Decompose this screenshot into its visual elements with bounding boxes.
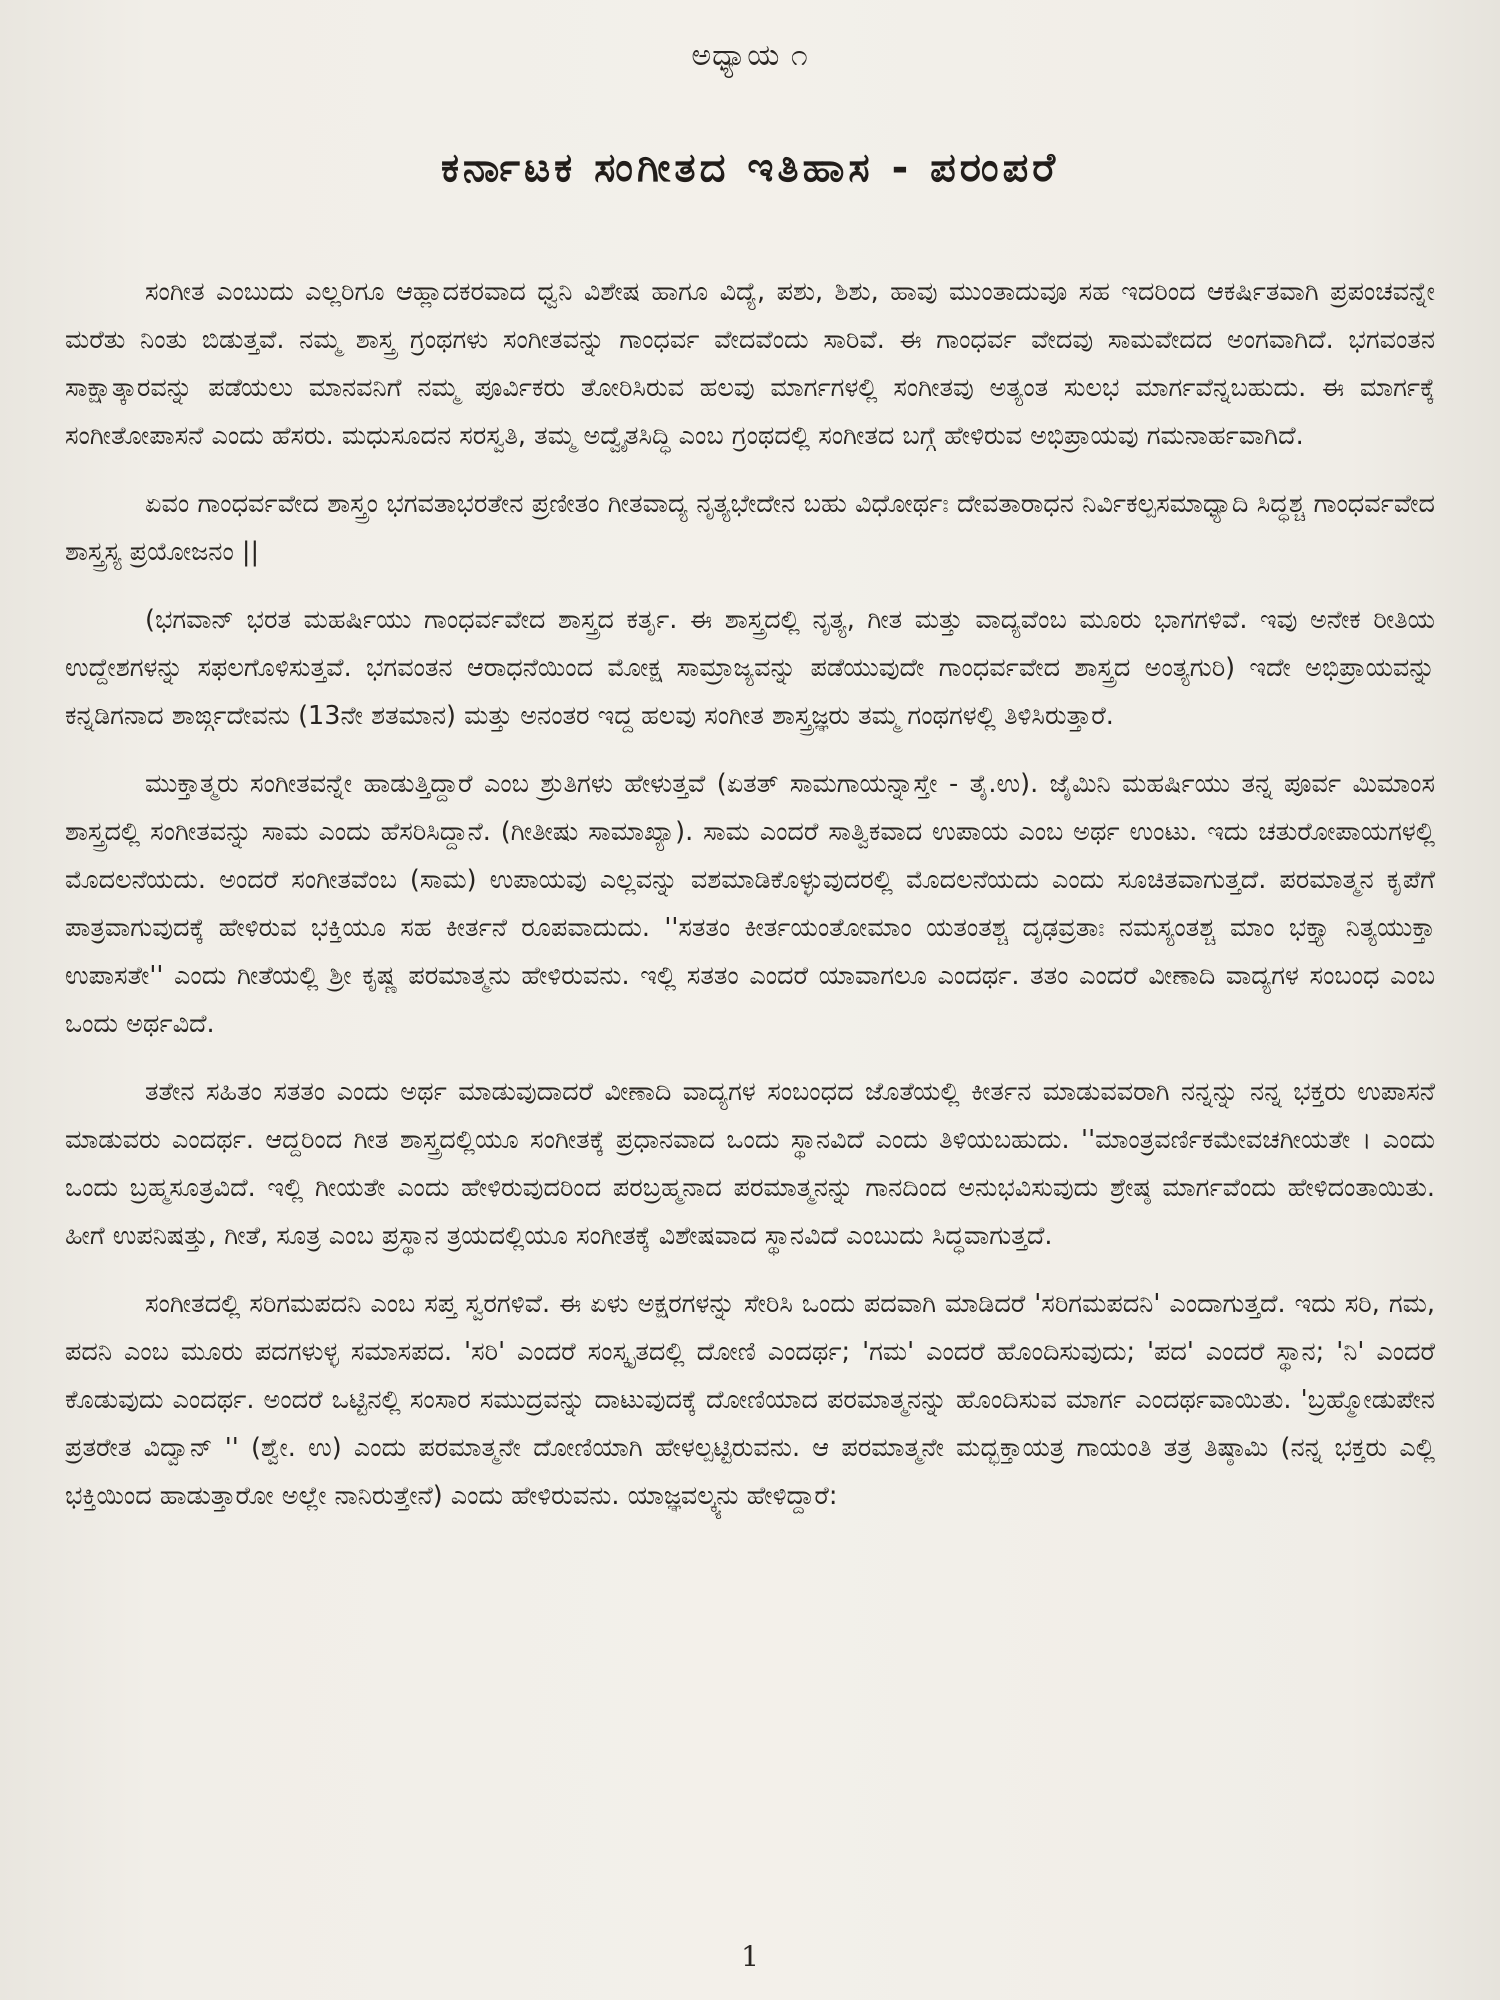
paragraph-4: ಮುಕ್ತಾತ್ಮರು ಸಂಗೀತವನ್ನೇ ಹಾಡುತ್ತಿದ್ದಾರೆ ಎಂಬ ಶ್ರುತಿಗಳು ಹೇಳುತ್ತವೆ (ಏತತ್ ಸಾಮಗಾಯನ್ನಾಸ್ತೇ - ತೈ.ಉ). ಜೈಮಿನಿ ಮಹರ್ಷಿಯು ತನ್ನ ಪೂರ್ವ ಮಿಮಾಂಸ ಶಾಸ್ತ್ರದಲ್ಲಿ ಸಂಗೀತವನ್ನು ಸಾಮ ಎಂದು ಹೆಸರಿಸಿದ್ದಾನೆ. (ಗೀತೀಷು ಸಾಮಾಖ್ಯಾ). ಸಾಮ ಎಂದರೆ ಸಾತ್ವಿಕವಾದ ಉಪಾಯ ಎಂಬ ಅರ್ಥ ಉಂಟು. ಇದು ಚತುರೋಪಾಯಗಳಲ್ಲಿ ಮೊದಲನೆಯದು. ಅಂದರೆ ಸಂಗೀತವೆಂಬ (ಸಾಮ) ಉಪಾಯವು ಎಲ್ಲವನ್ನು ವಶಮಾಡಿಕೊಳ್ಳುವುದರಲ್ಲಿ ಮೊದಲನೆಯದು ಎಂದು ಸೂಚಿತವಾಗುತ್ತದೆ. ಪರಮಾತ್ಮನ ಕೃಪೆಗೆ ಪಾತ್ರವಾಗುವುದಕ್ಕೆ ಹೇಳಿರುವ ಭಕ್ತಿಯೂ ಸಹ ಕೀರ್ತನೆ ರೂಪವಾದುದು. ''ಸತತಂ ಕೀರ್ತಯಂತೋಮಾಂ ಯತಂತಶ್ಚ ದೃಢವ್ರತಾಃ ನಮಸ್ಯಂತಶ್ಚ ಮಾಂ ಭಕ್ತ್ಯಾ ನಿತ್ಯಯುಕ್ತಾ ಉಪಾಸತೇ'' ಎಂದು ಗೀತೆಯಲ್ಲಿ ಶ್ರೀ ಕೃಷ್ಣ ಪರಮಾತ್ಮನು ಹೇಳಿರುವನು. ಇಲ್ಲಿ ಸತತಂ ಎಂದರೆ ಯಾವಾಗಲೂ ಎಂದರ್ಥ. ತತಂ ಎಂದರೆ ವೀಣಾದಿ ವಾದ್ಯಗಳ ಸಂಬಂಧ ಎಂಬ ಒಂದು ಅರ್ಥವಿದೆ. (65, 769, 1435, 1039)
paragraph-1: ಸಂಗೀತ ಎಂಬುದು ಎಲ್ಲರಿಗೂ ಆಹ್ಲಾದಕರವಾದ ಧ್ವನಿ ವಿಶೇಷ ಹಾಗೂ ವಿದ್ಯೆ, ಪಶು, ಶಿಶು, ಹಾವು ಮುಂತಾದುವೂ ಸಹ ಇದರಿಂದ ಆಕರ್ಷಿತವಾಗಿ ಪ್ರಪಂಚವನ್ನೇ ಮರೆತು ನಿಂತು ಬಿಡುತ್ತವೆ. ನಮ್ಮ ಶಾಸ್ತ್ರ ಗ್ರಂಥಗಳು ಸಂಗೀತವನ್ನು ಗಾಂಧರ್ವ ವೇದವೆಂದು ಸಾರಿವೆ. ಈ ಗಾಂಧರ್ವ ವೇದವು ಸಾಮವೇದದ ಅಂಗವಾಗಿದೆ. ಭಗವಂತನ ಸಾಕ್ಷಾತ್ಕಾರವನ್ನು ಪಡೆಯಲು ಮಾನವನಿಗೆ ನಮ್ಮ ಪೂರ್ವಿಕರು ತೋರಿಸಿರುವ ಹಲವು ಮಾರ್ಗಗಳಲ್ಲಿ ಸಂಗೀತವು ಅತ್ಯಂತ ಸುಲಭ ಮಾರ್ಗವೆನ್ನಬಹುದು. ಈ ಮಾರ್ಗಕ್ಕೆ ಸಂಗೀತೋಪಾಸನೆ ಎಂದು ಹೆಸರು. ಮಧುಸೂದನ ಸರಸ್ವತಿ, ತಮ್ಮ ಅದ್ವೈತಸಿದ್ಧಿ ಎಂಬ ಗ್ರಂಥದಲ್ಲಿ ಸಂಗೀತದ ಬಗ್ಗೆ ಹೇಳಿರುವ ಅಭಿಪ್ರಾಯವು ಗಮನಾರ್ಹವಾಗಿದೆ. (65, 277, 1435, 451)
paragraph-5: ತತೇನ ಸಹಿತಂ ಸತತಂ ಎಂದು ಅರ್ಥ ಮಾಡುವುದಾದರೆ ವೀಣಾದಿ ವಾದ್ಯಗಳ ಸಂಬಂಧದ ಜೊತೆಯಲ್ಲಿ ಕೀರ್ತನ ಮಾಡುವವರಾಗಿ ನನ್ನನ್ನು ನನ್ನ ಭಕ್ತರು ಉಪಾಸನೆ ಮಾಡುವರು ಎಂದರ್ಥ. ಆದ್ದರಿಂದ ಗೀತ ಶಾಸ್ತ್ರದಲ್ಲಿಯೂ ಸಂಗೀತಕ್ಕೆ ಪ್ರಧಾನವಾದ ಒಂದು ಸ್ಥಾನವಿದೆ ಎಂದು ತಿಳಿಯಬಹುದು. ''ಮಾಂತ್ರವರ್ಣಿಕಮೇವಚಗೀಯತೇ । ಎಂದು ಒಂದು ಬ್ರಹ್ಮಸೂತ್ರವಿದೆ. ಇಲ್ಲಿ ಗೀಯತೇ ಎಂದು ಹೇಳಿರುವುದರಿಂದ ಪರಬ್ರಹ್ಮನಾದ ಪರಮಾತ್ಮನನ್ನು ಗಾನದಿಂದ ಅನುಭವಿಸುವುದು ಶ್ರೇಷ್ಠ ಮಾರ್ಗವೆಂದು ಹೇಳಿದಂತಾಯಿತು. ಹೀಗೆ ಉಪನಿಷತ್ತು, ಗೀತೆ, ಸೂತ್ರ ಎಂಬ ಪ್ರಸ್ಥಾನ ತ್ರಯದಲ್ಲಿಯೂ ಸಂಗೀತಕ್ಕೆ ವಿಶೇಷವಾದ ಸ್ಥಾನವಿದೆ ಎಂಬುದು ಸಿದ್ಧವಾಗುತ್ತದೆ. (65, 1077, 1435, 1251)
page-number: 1 (741, 1940, 759, 1973)
chapter-heading: ಅಧ್ಯಾಯ ೧ (691, 38, 809, 73)
paragraph-3: (ಭಗವಾನ್ ಭರತ ಮಹರ್ಷಿಯು ಗಾಂಧರ್ವವೇದ ಶಾಸ್ತ್ರದ ಕರ್ತೃ. ಈ ಶಾಸ್ತ್ರದಲ್ಲಿ ನೃತ್ಯ, ಗೀತ ಮತ್ತು ವಾದ್ಯವೆಂಬ ಮೂರು ಭಾಗಗಳಿವೆ. ಇವು ಅನೇಕ ರೀತಿಯ ಉದ್ದೇಶಗಳನ್ನು ಸಫಲಗೊಳಿಸುತ್ತವೆ. ಭಗವಂತನ ಆರಾಧನೆಯಿಂದ ಮೋಕ್ಷ ಸಾಮ್ರಾಜ್ಯವನ್ನು ಪಡೆಯುವುದೇ ಗಾಂಧರ್ವವೇದ ಶಾಸ್ತ್ರದ ಅಂತ್ಯಗುರಿ) ಇದೇ ಅಭಿಪ್ರಾಯವನ್ನು ಕನ್ನಡಿಗನಾದ ಶಾರ್ಙ್ಗದೇವನು (13ನೇ ಶತಮಾನ) ಮತ್ತು ಅನಂತರ ಇದ್ದ ಹಲವು ಸಂಗೀತ ಶಾಸ್ತ್ರಜ್ಞರು ತಮ್ಮ ಗಂಥಗಳಲ್ಲಿ ತಿಳಿಸಿರುತ್ತಾರೆ. (65, 605, 1435, 731)
page-title: ಕರ್ನಾಟಕ ಸಂಗೀತದ ಇತಿಹಾಸ - ಪರಂಪರೆ (440, 145, 1060, 191)
document-body (65, 268, 1435, 1540)
paragraph-2-sanskrit-quote: ಏವಂ ಗಾಂಧರ್ವವೇದ ಶಾಸ್ತ್ರಂ ಭಗವತಾಭರತೇನ ಪ್ರಣೀತಂ ಗೀತವಾದ್ಯ ನೃತ್ಯಭೇದೇನ ಬಹು ವಿಧೋರ್ಥಃ ದೇವತಾರಾಧನ ನಿರ್ವಿಕಲ್ಪಸಮಾಧ್ಯಾದಿ ಸಿದ್ಧಶ್ಚ ಗಾಂಧರ್ವವೇದ ಶಾಸ್ತ್ರಸ್ಯ ಪ್ರಯೋಜನಂ || (65, 489, 1435, 567)
paragraph-6: ಸಂಗೀತದಲ್ಲಿ ಸರಿಗಮಪದನಿ ಎಂಬ ಸಪ್ತ ಸ್ವರಗಳಿವೆ. ಈ ಏಳು ಅಕ್ಷರಗಳನ್ನು ಸೇರಿಸಿ ಒಂದು ಪದವಾಗಿ ಮಾಡಿದರೆ 'ಸರಿಗಮಪದನಿ' ಎಂದಾಗುತ್ತದೆ. ಇದು ಸರಿ, ಗಮ, ಪದನಿ ಎಂಬ ಮೂರು ಪದಗಳುಳ್ಳ ಸಮಾಸಪದ. 'ಸರಿ' ಎಂದರೆ ಸಂಸ್ಕೃತದಲ್ಲಿ ದೋಣಿ ಎಂದರ್ಥ; 'ಗಮ' ಎಂದರೆ ಹೊಂದಿಸುವುದು; 'ಪದ' ಎಂದರೆ ಸ್ಥಾನ; 'ನಿ' ಎಂದರೆ ಕೊಡುವುದು ಎಂದರ್ಥ. ಅಂದರೆ ಒಟ್ಟಿನಲ್ಲಿ ಸಂಸಾರ ಸಮುದ್ರವನ್ನು ದಾಟುವುದಕ್ಕೆ ದೋಣಿಯಾದ ಪರಮಾತ್ಮನನ್ನು ಹೊಂದಿಸುವ ಮಾರ್ಗ ಎಂದರ್ಥವಾಯಿತು. 'ಬ್ರಹ್ಮೋಡುಪೇನ ಪ್ರತರೇತ ವಿದ್ವಾನ್ '' (ಶ್ವೇ. ಉ) ಎಂದು ಪರಮಾತ್ಮನೇ ದೋಣಿಯಾಗಿ ಹೇಳಲ್ಪಟ್ಟಿರುವನು. ಆ ಪರಮಾತ್ಮನೇ ಮದ್ಭಕ್ತಾಯತ್ರ ಗಾಯಂತಿ ತತ್ರ ತಿಷ್ಠಾಮಿ (ನನ್ನ ಭಕ್ತರು ಎಲ್ಲಿ ಭಕ್ತಿಯಿಂದ ಹಾಡುತ್ತಾರೋ ಅಲ್ಲೇ ನಾನಿರುತ್ತೇನೆ) ಎಂದು ಹೇಳಿರುವನು. ಯಾಜ್ಞವಲ್ಕ್ಯನು ಹೇಳಿದ್ದಾರೆ: (65, 1289, 1435, 1511)
